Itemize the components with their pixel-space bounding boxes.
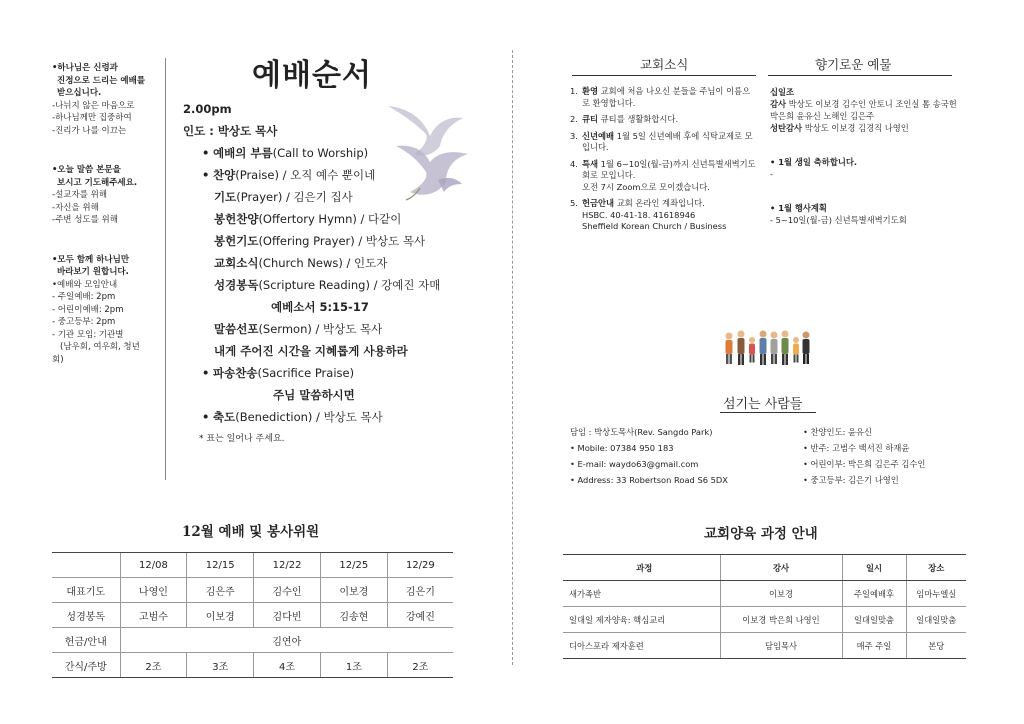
sidebar-item: 회)	[52, 354, 64, 365]
news-title-rule	[572, 75, 756, 76]
sidebar-item: -자신을 위해	[52, 202, 99, 213]
education-table	[563, 554, 966, 659]
table-cell: 김수인	[254, 578, 321, 603]
table-cell: 김연아	[120, 628, 453, 653]
sidebar-item: -설교자를 위해	[52, 190, 108, 200]
worship-leader: 인도 : 박상도 목사	[183, 124, 278, 138]
role-item: • 어린이부: 박은희 김은주 김수인	[803, 459, 926, 469]
table-cell: 고범수	[120, 603, 187, 628]
table-cell: 나영인	[120, 578, 187, 603]
table-cell: 대표기도	[52, 578, 120, 603]
table-cell: 이보경	[320, 578, 387, 603]
sidebar-item: •예배와 모임안내	[52, 279, 118, 290]
table-cell: 12/22	[254, 553, 321, 578]
table-cell: 이보경 박은희 나영인	[720, 607, 842, 633]
table-row	[52, 603, 453, 628]
event-title: • 1월 행사계획	[770, 203, 827, 213]
table-cell: 이보경	[720, 581, 842, 607]
sacrifice-song: 주님 말씀하시면	[273, 388, 355, 402]
event-value: - 5~10일(월-금) 신년특별새벽기도회	[770, 215, 907, 225]
servers-title: 섬기는 사람들	[723, 397, 803, 412]
christmas-thanks-line: 성탄감사 박상도 이보경 김경직 나영인	[770, 123, 909, 133]
table-row	[563, 555, 966, 581]
sidebar-item: -하나님께만 집중하여	[52, 113, 132, 123]
table-cell: 1조	[320, 653, 387, 678]
offering-title-rule	[768, 75, 952, 76]
table-cell: 2조	[387, 653, 453, 678]
list-item: 2. 큐티 큐티를 생활화합시다.	[570, 114, 679, 124]
table-cell: 4조	[254, 653, 321, 678]
table-cell: 김다빈	[254, 603, 321, 628]
worship-item: 기도(Prayer) / 김은기 집사	[214, 190, 353, 204]
table-row	[52, 628, 453, 653]
table-cell: 강예진	[387, 603, 453, 628]
servers-title-rule	[720, 412, 816, 413]
sidebar-divider	[165, 58, 166, 480]
list-item: 3. 신년예배 1월 5일 신년예배 후에 식탁교제로 모입니다.	[570, 130, 753, 152]
worship-item-sermon: 말씀선포(Sermon) / 박상도 목사	[214, 322, 383, 336]
pastor-contact	[570, 424, 800, 488]
news-title: 교회소식	[640, 57, 689, 72]
table-row	[52, 653, 453, 678]
table-cell: 12/15	[187, 553, 254, 578]
table-cell: 간식/주방	[52, 653, 120, 678]
pastor-email: • E-mail: waydo63@gmail.com	[570, 459, 699, 469]
table-row	[563, 633, 966, 659]
offering-title: 향기로운 예물	[815, 57, 892, 72]
table-cell: 12/08	[120, 553, 187, 578]
worship-item: 봉헌찬양(Offertory Hymn) / 다같이	[214, 212, 402, 226]
table-row	[563, 581, 966, 607]
sermon-title: 내게 주어진 시간을 지혜롭게 사용하라	[214, 344, 408, 358]
table-header: 과정	[563, 555, 720, 581]
worship-item: 교회소식(Church News) / 인도자	[214, 256, 388, 270]
scripture-reference: 예베소서 5:15-17	[271, 300, 369, 314]
table-cell: 본당	[906, 633, 966, 659]
thanks-line: 감사 박상도 이보경 김수인 안토니 조인실 톰 송국헌 박은희 윤유신 노해인 김은주	[770, 99, 957, 121]
sidebar-heading: 받으십니다.	[57, 88, 102, 98]
schedule-title: 12월 예배 및 봉사위원	[182, 524, 320, 540]
role-item: • 반주: 고범수 백서진 하재윤	[803, 443, 910, 453]
table-header: 일시	[842, 555, 906, 581]
table-cell: 김은주	[187, 578, 254, 603]
ministry-roles	[803, 424, 973, 488]
table-header: 장소	[906, 555, 966, 581]
table-cell: 헌금/안내	[52, 628, 120, 653]
sidebar-section-worship	[52, 62, 162, 137]
list-item: 5. 헌금안내 교회 온라인 계좌입니다. HSBC. 40-41-18. 41618946 Sheffield Korean Church / Business	[570, 198, 727, 231]
sidebar-item: - 기관 모임: 기관별	[52, 329, 124, 340]
table-cell: 성경봉독	[52, 603, 120, 628]
worship-title: 예배순서	[252, 58, 372, 93]
worship-time: 2.00pm	[183, 102, 232, 116]
worship-order	[183, 98, 513, 450]
list-item: 1. 환영 교회에 처음 나오신 분들을 주님이 이름으로 환영합니다.	[570, 86, 751, 108]
table-cell: 주일예배후	[842, 581, 906, 607]
schedule-table	[52, 552, 453, 678]
table-row	[52, 553, 453, 578]
table-cell: 김은기	[387, 578, 453, 603]
table-row	[52, 578, 453, 603]
sidebar-item: - 어린이예배: 2pm	[52, 304, 124, 315]
worship-item-sacrifice: • 파송찬송(Sacrifice Praise)	[202, 366, 355, 380]
birthday-title: • 1월 생일 축하합니다.	[770, 157, 858, 167]
news-list	[570, 86, 758, 238]
sidebar-heading: 보시고 기도해주세요.	[57, 177, 138, 188]
sidebar-section-prayer	[52, 164, 162, 227]
table-cell: 새가족반	[563, 581, 720, 607]
church-address: • Address: 33 Robertson Road S6 5DX	[570, 475, 728, 485]
table-cell: 매주 주일	[842, 633, 906, 659]
standing-note: * 표는 일어나 주세요.	[199, 434, 285, 444]
sidebar-heading: •오늘 말씀 본문을	[52, 165, 121, 175]
birthday-value: -	[770, 169, 773, 179]
table-header: 강사	[720, 555, 842, 581]
table-cell	[52, 553, 120, 578]
sidebar-notes	[52, 62, 162, 393]
role-item: • 찬양인도: 윤유신	[803, 427, 873, 437]
table-cell: 3조	[187, 653, 254, 678]
sidebar-heading: 진정으로 드리는 예배를	[57, 75, 146, 86]
table-cell: 임마누엘실	[906, 581, 966, 607]
people-icon	[722, 328, 812, 368]
sidebar-heading: •모두 함께 하나님만	[52, 254, 130, 265]
sidebar-item: -주변 성도를 위해	[52, 215, 118, 225]
table-cell: 일대일맞춤	[842, 607, 906, 633]
table-cell: 일대일맞춤	[906, 607, 966, 633]
sidebar-item: - 중고등부: 2pm	[52, 317, 116, 327]
table-cell: 디아스포라 제자훈련	[563, 633, 720, 659]
worship-item: 성경봉독(Scripture Reading) / 강예진 자매	[214, 278, 441, 292]
sidebar-section-meetings	[52, 254, 162, 367]
table-cell: 김송현	[320, 603, 387, 628]
sidebar-heading: 바라보기 원합니다.	[57, 267, 129, 277]
education-title: 교회양육 과정 안내	[704, 526, 818, 542]
pastor-name: 담임 : 박상도목사(Rev. Sangdo Park)	[570, 427, 713, 437]
worship-item: • 찬양(Praise) / 오직 예수 뿐이네	[202, 168, 376, 182]
tithe-label: 십일조	[770, 87, 795, 97]
table-cell: 이보경	[187, 603, 254, 628]
table-row	[563, 607, 966, 633]
table-cell: 12/25	[320, 553, 387, 578]
pastor-mobile: • Mobile: 07384 950 183	[570, 443, 674, 453]
table-cell: 12/29	[387, 553, 453, 578]
sidebar-item: (남우회, 여우회, 청년	[60, 342, 140, 352]
role-item: • 중고등부: 김은기 나영인	[803, 475, 899, 485]
sidebar-item: - 주일예배: 2pm	[52, 292, 116, 302]
worship-item: • 예배의 부름(Call to Worship)	[202, 146, 369, 160]
list-item: 4. 특새 1월 6~10일(월-금)까지 신년특별새벽기도회로 모입니다. 오전 7시 Zoom으로 모이겠습니다.	[570, 158, 756, 192]
table-cell: 2조	[120, 653, 187, 678]
table-cell: 일대일 제자양육: 핵심교리	[563, 607, 720, 633]
sidebar-item: -나뉘지 않은 마음으로	[52, 100, 135, 111]
sidebar-item: -진리가 나를 이끄는	[52, 125, 127, 136]
worship-item: 봉헌기도(Offering Prayer) / 박상도 목사	[214, 234, 426, 248]
offering-section	[770, 86, 960, 226]
sidebar-heading: •하나님은 신령과	[52, 63, 118, 73]
table-cell: 담임목사	[720, 633, 842, 659]
worship-item-benediction: • 축도(Benediction) / 박상도 목사	[202, 410, 383, 424]
